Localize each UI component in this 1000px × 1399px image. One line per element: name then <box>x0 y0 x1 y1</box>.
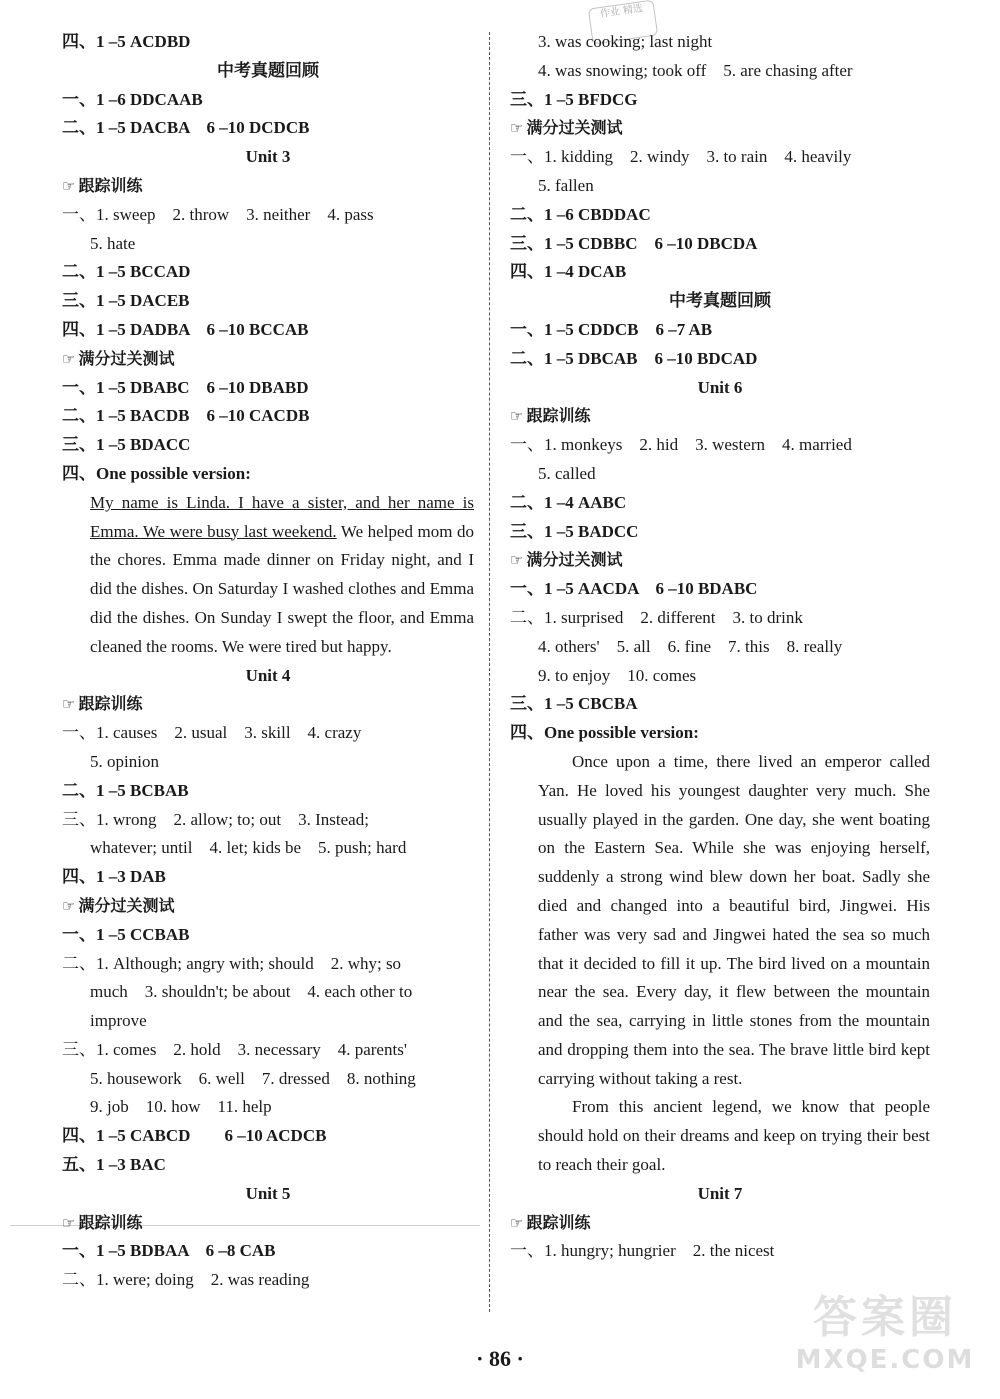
unit-heading: Unit 7 <box>697 1183 743 1203</box>
answer-line: 二、1 –5 DACBA 6 –10 DCDCB <box>62 118 310 138</box>
answer-line: 一、1 –5 BDBAA 6 –8 CAB <box>62 1241 276 1261</box>
answer-line: 4. was snowing; took off 5. are chasing after <box>538 60 853 80</box>
answer-line: 四、1 –4 DCAB <box>510 262 627 282</box>
column-divider <box>489 32 490 1312</box>
answer-line: 一、1 –5 DBABC 6 –10 DBABD <box>62 377 309 397</box>
subsection-heading: ☞ 满分过关测试 <box>510 550 623 570</box>
answer-line: 二、1 –5 BACDB 6 –10 CACDB <box>62 406 310 426</box>
answer-line: 四、One possible version: <box>62 463 251 483</box>
section-heading: 中考真题回顾 <box>669 291 771 311</box>
answer-line: 三、1 –5 CBCBA <box>510 694 638 714</box>
answer-line: 四、One possible version: <box>510 723 699 743</box>
stamp: 作业 精选 <box>588 0 658 44</box>
subsection-heading: ☞ 满分过关测试 <box>510 118 623 138</box>
pointing-hand-icon: ☞ <box>62 1213 76 1232</box>
answer-line: 三、1 –5 BADCC <box>510 521 639 541</box>
answer-line: 一、1. sweep 2. throw 3. neither 4. pass <box>62 204 374 224</box>
answer-line: 9. job 10. how 11. help <box>90 1097 272 1117</box>
unit-heading: Unit 5 <box>245 1183 291 1203</box>
unit-heading: Unit 3 <box>245 147 291 167</box>
right-column <box>510 28 930 1266</box>
subsection-heading: ☞ 跟踪训练 <box>62 1212 143 1232</box>
answer-line: 一、1 –5 AACDA 6 –10 BDABC <box>510 579 758 599</box>
answer-line: 5. opinion <box>90 751 159 771</box>
answer-line: 四、1 –5 ACDBD <box>62 32 191 51</box>
answer-line: 五、1 –3 BAC <box>62 1155 166 1175</box>
pointing-hand-icon: ☞ <box>62 176 76 195</box>
essay-paragraph: My name is Linda. I have a sister, and her name is Emma. We were busy last weekend. We helped mom do the chores. Emma made dinner on Friday night, and I did the dishes. On Saturday I washed clothes and Emma did the dishes. On Sunday I swept the floor, and Emma cleaned the rooms. We were tired but happy. <box>90 492 474 656</box>
pointing-hand-icon: ☞ <box>62 695 76 714</box>
answer-line: 一、1 –5 CCBAB <box>62 924 190 944</box>
answer-line: 二、1 –5 DBCAB 6 –10 BDCAD <box>510 348 758 368</box>
answer-line: 二、1 –5 BCBAB <box>62 780 189 800</box>
answer-line: improve <box>90 1011 147 1031</box>
answer-line: 三、1 –5 BDACC <box>62 435 191 455</box>
answer-line: 一、1 –5 CDDCB 6 –7 AB <box>510 319 713 339</box>
answer-line: 二、1. were; doing 2. was reading <box>62 1270 310 1290</box>
answer-line: 三、1 –5 BFDCG <box>510 89 638 109</box>
answer-line: much 3. shouldn't; be about 4. each other to <box>90 982 413 1002</box>
answer-line: 二、1 –6 CBDDAC <box>510 204 651 224</box>
pointing-hand-icon: ☞ <box>510 407 524 426</box>
answer-line: 一、1 –6 DDCAAB <box>62 89 203 109</box>
answer-line: 一、1. monkeys 2. hid 3. western 4. married <box>510 435 852 455</box>
answer-line: 4. others' 5. all 6. fine 7. this 8. really <box>538 636 843 656</box>
subsection-heading: ☞ 跟踪训练 <box>62 175 143 195</box>
answer-line: 一、1. causes 2. usual 3. skill 4. crazy <box>62 723 362 743</box>
subsection-heading: ☞ 满分过关测试 <box>62 348 175 368</box>
answer-line: 5. hate <box>90 233 136 253</box>
pointing-hand-icon: ☞ <box>510 1213 524 1232</box>
answer-line: 四、1 –5 DADBA 6 –10 BCCAB <box>62 319 309 339</box>
pointing-hand-icon: ☞ <box>62 896 76 915</box>
page-number: · 86 · <box>476 1346 524 1371</box>
answer-line: 二、1 –4 AABC <box>510 492 627 512</box>
subsection-heading: ☞ 跟踪训练 <box>510 406 591 426</box>
answer-line: 三、1. wrong 2. allow; to; out 3. Instead; <box>62 809 369 829</box>
unit-heading: Unit 4 <box>245 665 291 685</box>
watermark-logo: 答案圈 <box>813 1292 957 1343</box>
answer-line: 二、1. surprised 2. different 3. to drink <box>510 607 803 627</box>
answer-line: whatever; until 4. let; kids be 5. push; hard <box>90 838 407 858</box>
essay-paragraph: Once upon a time, there lived an emperor called Yan. He loved his youngest daughter very much. She usually played in the garden. One day, she went boating on the Eastern Sea. While she was enjoying herself, suddenly a strong wind blew down her boat. Sadly she died and changed into a beautiful bird, Jingwei. His father was very sad and Jingwei hated the sea so much that it decided to fill it up. The bird lived on a mountain near the sea. Every day, it flew between the mountain and the sea, carrying in little stones from the mountain and dropping them into the sea. The brave little bird kept carrying without taking a rest. From this ancient legend, we know that people should hold on their dreams and keep on trying their best to reach their goal. <box>538 751 930 1175</box>
answer-line: 一、1. kidding 2. windy 3. to rain 4. heavily <box>510 147 852 167</box>
answer-line: 二、1. Although; angry with; should 2. why; so <box>62 953 402 973</box>
subsection-heading: ☞ 跟踪训练 <box>510 1212 591 1232</box>
subsection-heading: ☞ 跟踪训练 <box>62 694 143 714</box>
section-heading: 中考真题回顾 <box>217 60 319 80</box>
answer-line: 三、1 –5 CDBBC 6 –10 DBCDA <box>510 233 758 253</box>
answer-line: 5. called <box>538 463 596 483</box>
unit-heading: Unit 6 <box>697 377 743 397</box>
answer-line: 四、1 –3 DAB <box>62 867 166 887</box>
answer-line: 三、1. comes 2. hold 3. necessary 4. parents' <box>62 1039 407 1059</box>
answer-line: 二、1 –5 BCCAD <box>62 262 191 282</box>
pointing-hand-icon: ☞ <box>510 551 524 570</box>
pointing-hand-icon: ☞ <box>510 119 524 138</box>
answer-line: 5. housework 6. well 7. dressed 8. nothing <box>90 1068 416 1088</box>
left-column <box>62 28 474 1295</box>
answer-line: 三、1 –5 DACEB <box>62 291 190 311</box>
answer-line: 3. was cooking; last night <box>538 32 713 51</box>
pointing-hand-icon: ☞ <box>62 349 76 368</box>
answer-line: 5. fallen <box>538 175 594 195</box>
answer-line: 9. to enjoy 10. comes <box>538 665 697 685</box>
subsection-heading: ☞ 满分过关测试 <box>62 895 175 915</box>
watermark-url: MXQE.COM <box>795 1345 975 1375</box>
answer-line: 四、1 –5 CABCD 6 –10 ACDCB <box>62 1126 327 1146</box>
watermark <box>790 1281 980 1381</box>
answer-line: 一、1. hungry; hungrier 2. the nicest <box>510 1241 775 1261</box>
